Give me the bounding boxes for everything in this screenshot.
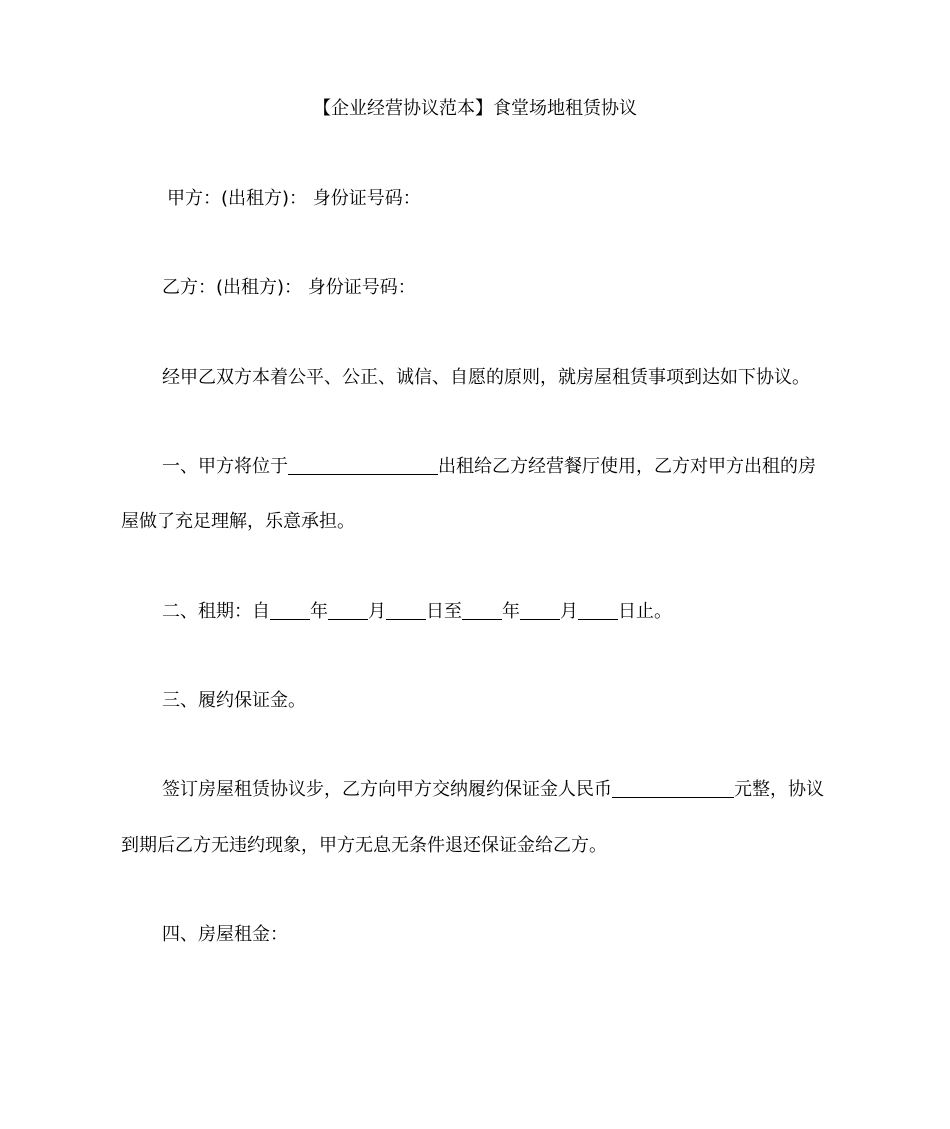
party-b-line: 乙方：(出租方)： 身份证号码：	[162, 277, 416, 298]
clause-3-line-2: 到期后乙方无违约现象，甲方无息无条件退还保证金给乙方。	[121, 835, 607, 856]
clause-2-prefix: 二、租期：自	[162, 601, 270, 622]
end-year-blank	[462, 601, 502, 620]
clause-3-heading: 三、履约保证金。	[162, 690, 306, 711]
clause-4-heading: 四、房屋租金：	[162, 924, 288, 945]
deposit-amount-blank	[612, 779, 734, 798]
start-day-blank	[386, 601, 426, 620]
clause-2-line	[162, 600, 672, 624]
start-month-blank	[328, 601, 368, 620]
clause-3-line-1	[162, 778, 824, 802]
clause-3-prefix: 签订房屋租赁协议步，乙方向甲方交纳履约保证金人民币	[162, 779, 612, 800]
clause-1-line-2: 屋做了充足理解，乐意承担。	[121, 511, 355, 532]
end-month-blank	[520, 601, 560, 620]
start-year-blank	[270, 601, 310, 620]
party-a-line: 甲方：(出租方)： 身份证号码：	[167, 188, 421, 209]
clause-1-line-1	[162, 455, 816, 479]
start-month-label: 月	[368, 601, 386, 622]
start-year-label: 年	[310, 601, 328, 622]
intro-paragraph: 经甲乙双方本着公平、公正、诚信、自愿的原则，就房屋租赁事项到达如下协议。	[162, 367, 810, 388]
clause-1-suffix: 出租给乙方经营餐厅使用，乙方对甲方出租的房	[438, 456, 816, 477]
document-title: 【企业经营协议范本】食堂场地租赁协议	[313, 98, 637, 119]
clause-1-prefix: 一、甲方将位于	[162, 456, 288, 477]
clause-3-suffix: 元整，协议	[734, 779, 824, 800]
start-day-to-label: 日至	[426, 601, 462, 622]
location-blank	[288, 456, 438, 475]
end-month-label: 月	[560, 601, 578, 622]
end-year-label: 年	[502, 601, 520, 622]
end-day-label: 日止。	[618, 601, 672, 622]
end-day-blank	[578, 601, 618, 620]
